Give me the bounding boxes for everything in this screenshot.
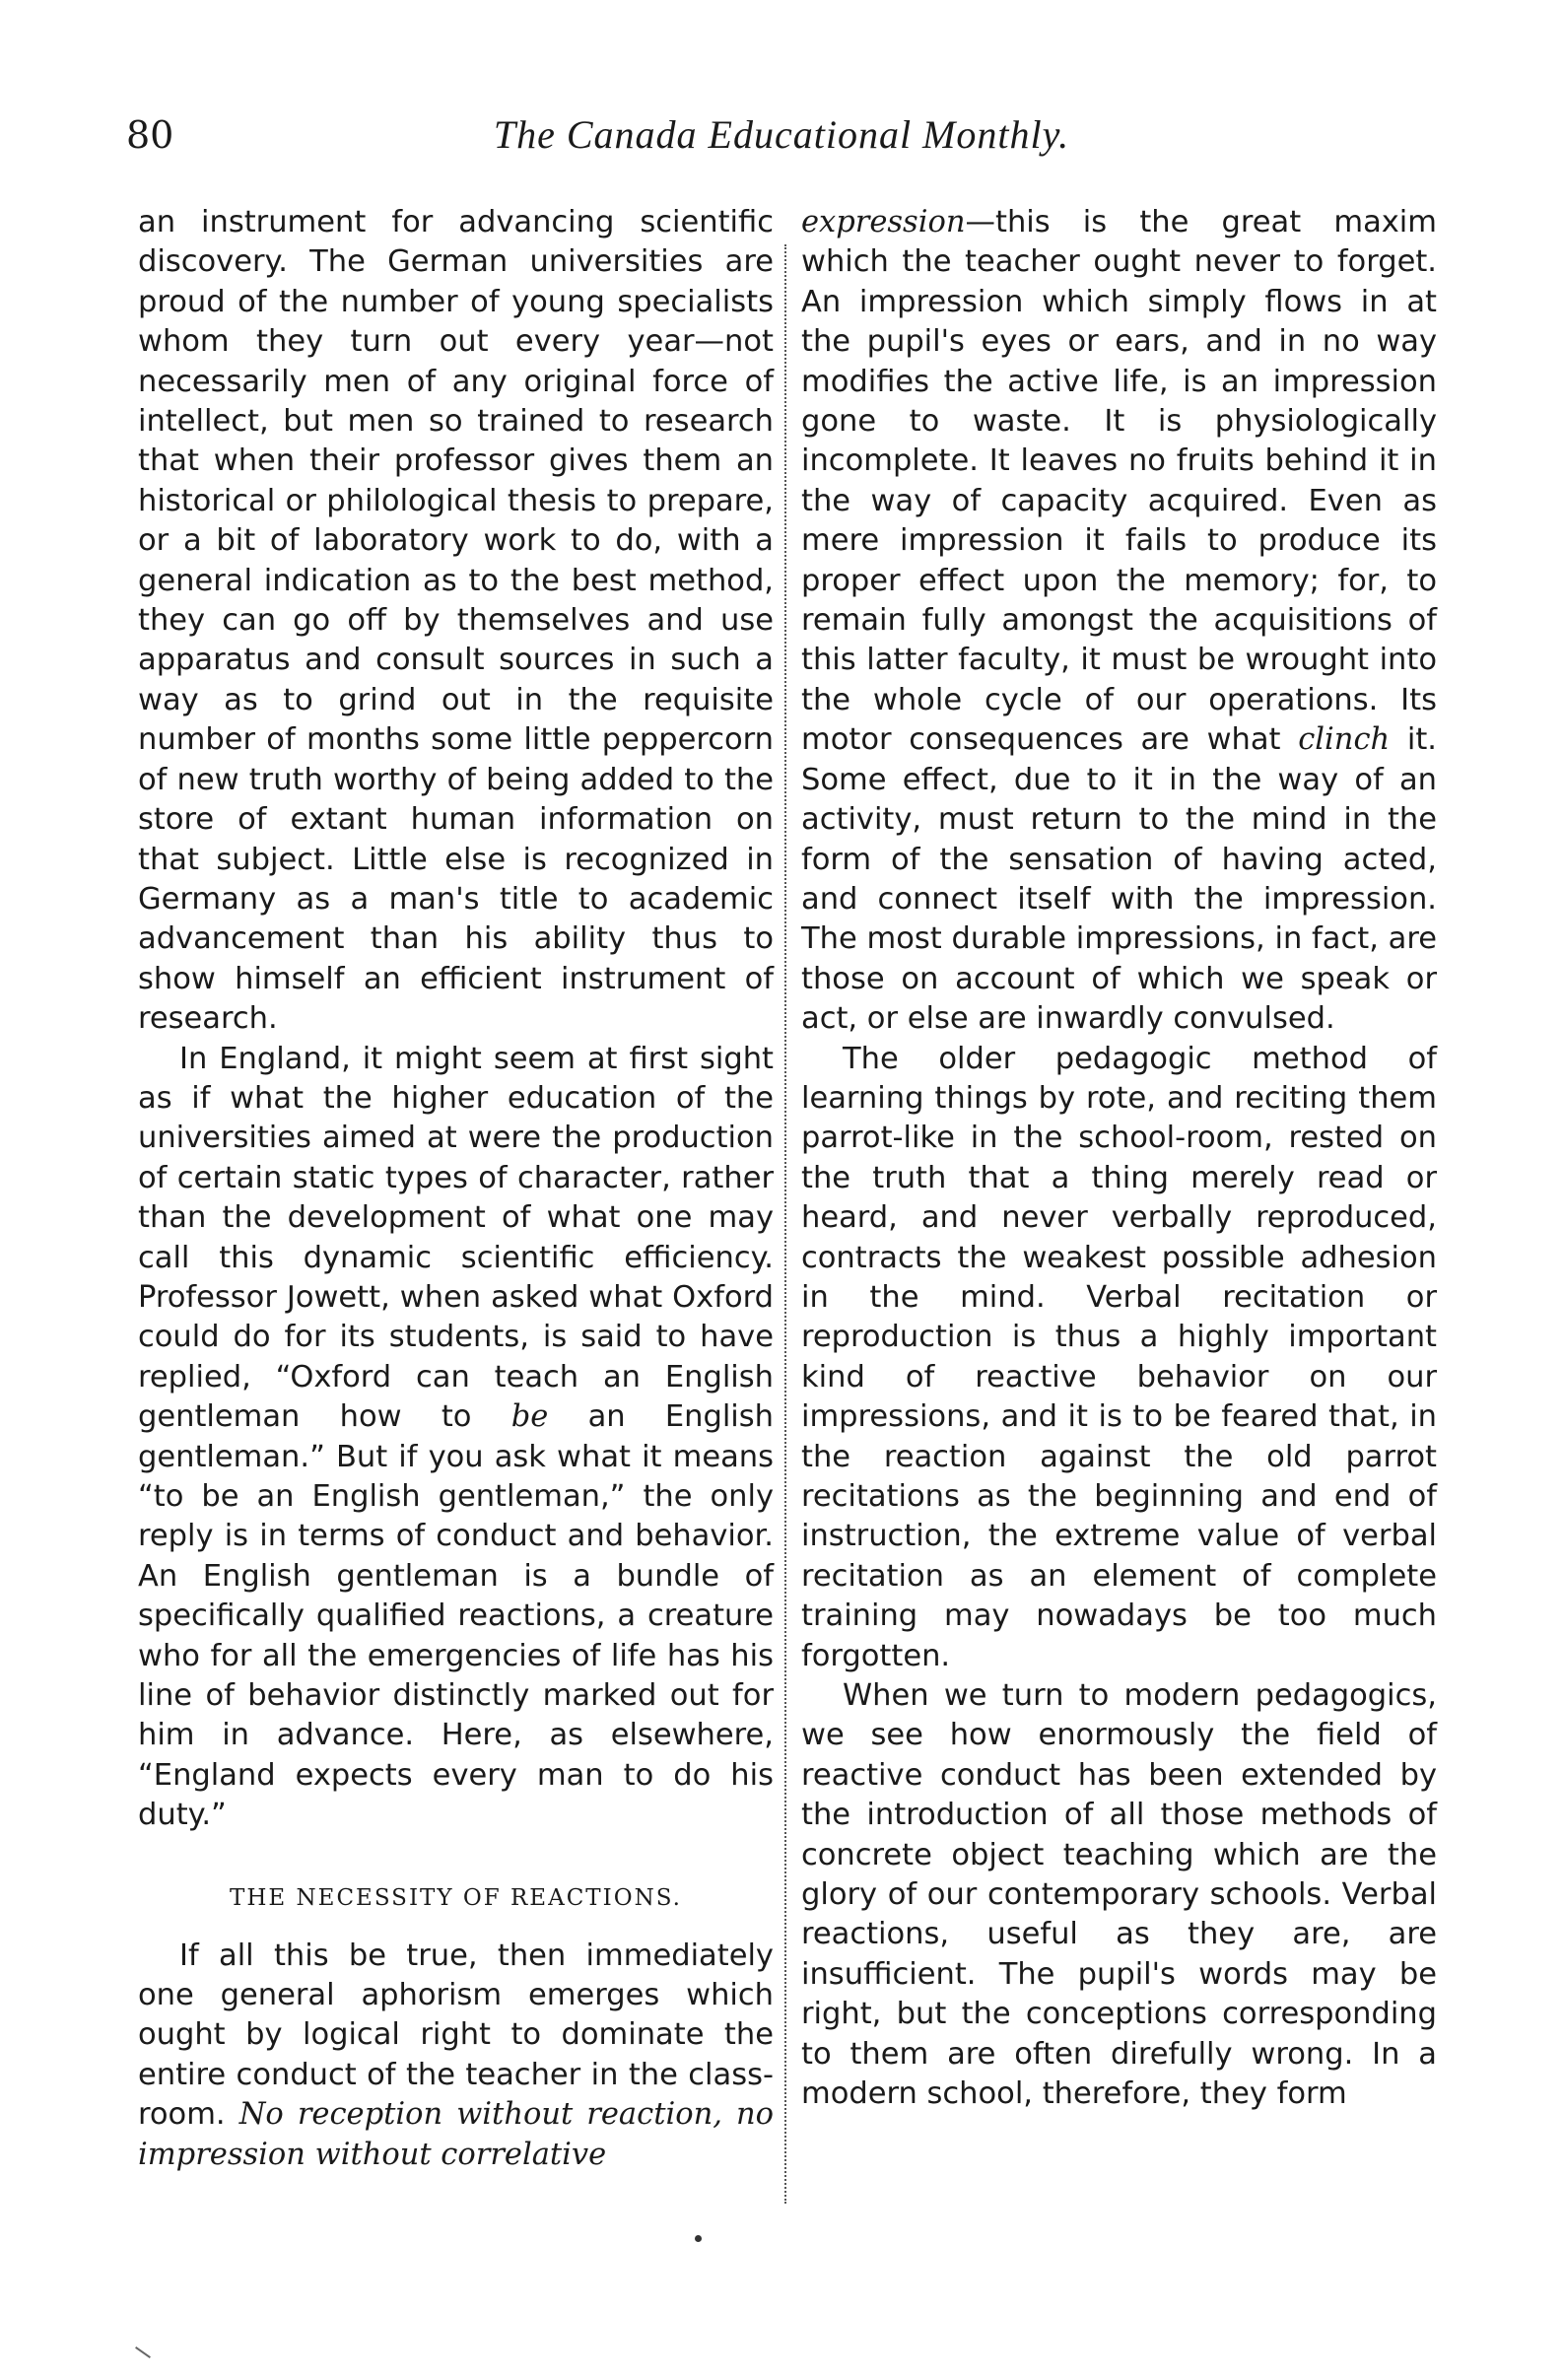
right-column bbox=[801, 203, 1437, 2115]
text-run: If all this be true, then immediately one general aphorism emerges which ought by logical right to dominate the entire conduct of the teacher in the class-room. bbox=[138, 1938, 774, 2133]
left-column bbox=[138, 203, 774, 2175]
paragraph bbox=[138, 1040, 774, 1836]
italic-text: No reception without reaction, no impression without correlative bbox=[138, 2097, 774, 2172]
paragraph: The older pedagogic method of learning things by rote, and reciting them parrot-like in the school-room, rested on the truth that a thing merely read or heard, and never verbally reproduced, contracts the weakest possible adhesion in the mind. Verbal recitation or reproduction is thus a highly important kind of reactive behavior on our impressions, and it is to be feared that, in the reaction against the old parrot recitations as the beginning and end of instruction, the extreme value of verbal recitation as an element of complete training may nowadays be too much forgotten. bbox=[801, 1041, 1437, 1673]
paragraph bbox=[138, 1937, 774, 2175]
page-header bbox=[126, 110, 1437, 170]
ink-dot bbox=[695, 2235, 702, 2242]
paragraph: an instrument for advancing scientific discovery. The German universities are proud of the number of young specialists whom they turn out every year—not necessarily men of any original force of intellect, but men so trained to research that when their professor gives them an historical or philological thesis to prepare, or a bit of laboratory work to do, with a general indication as to the best method, they can go off by themselves and use apparatus and consult sources in such a way as to grind out in the requisite number of months some little peppercorn of new truth worthy of being added to the store of extant human information on that subject. Little else is recognized in Germany as a man's title to academic advancement than his ability thus to show himself an efficient instrument of research. bbox=[138, 205, 774, 1037]
text-run: —this is the great maxim which the teacher ought never to forget. An impression which simply flows in at the pupil's eyes or ears, and in no way modifies the active life, is an impression gone to waste. It is physiologically incomplete. It leaves no fruits behind it in the way of capacity acquired. Even as mere impression it fails to produce its proper effect upon the memory; for, to remain fully amongst the acquisitions of this latter faculty, it must be wrought into the whole cycle of our operations. Its motor consequences are what bbox=[801, 205, 1437, 758]
running-title: The Canada Educational Monthly. bbox=[493, 112, 1070, 157]
italic-text: clinch bbox=[1298, 722, 1391, 758]
column-divider bbox=[784, 244, 786, 2204]
page-number: 80 bbox=[126, 113, 174, 157]
text-run: it. Some effect, due to it in the way of an activity, must return to the mind in the form of the sensation of having acted, and connect itself with the impression. The most durable impressions, in fact, are those on account of which we speak or act, or else are inwardly convulsed. bbox=[801, 722, 1437, 1037]
text-run: an English gentleman.” But if you ask what it means “to be an English gentleman,” the only reply is in terms of conduct and behavior. An English gentleman is a bundle of specifically qualified reactions, a creature who for all the emergencies of life has his line of behavior distinctly marked out for him in advance. Here, as elsewhere, “England expects every man to do his duty.” bbox=[138, 1399, 774, 1833]
italic-text: be bbox=[510, 1399, 549, 1435]
corner-scan-mark bbox=[135, 2346, 151, 2358]
paragraph: When we turn to modern pedagogics, we see how enormously the field of reactive conduct has been extended by the introduction of all those methods of concrete object teaching which are the glory of our contemporary schools. Verbal reactions, useful as they are, are insufficient. The pupil's words may be right, but the conceptions corresponding to them are often direfully wrong. In a modern school, therefore, they form bbox=[801, 1678, 1437, 2112]
italic-text: expression bbox=[801, 205, 966, 239]
text-run: In England, it might seem at first sight as if what the higher education of the universities aimed at were the production of certain static types of character, rather than the development of what one may call this dynamic scientific efficiency. Professor Jowett, when asked what Oxford could do for its students, is said to have replied, “Oxford can teach an English gentleman how to bbox=[138, 1041, 774, 1435]
paragraph bbox=[801, 203, 1437, 1040]
section-heading: THE NECESSITY OF REACTIONS. bbox=[230, 1884, 682, 1911]
